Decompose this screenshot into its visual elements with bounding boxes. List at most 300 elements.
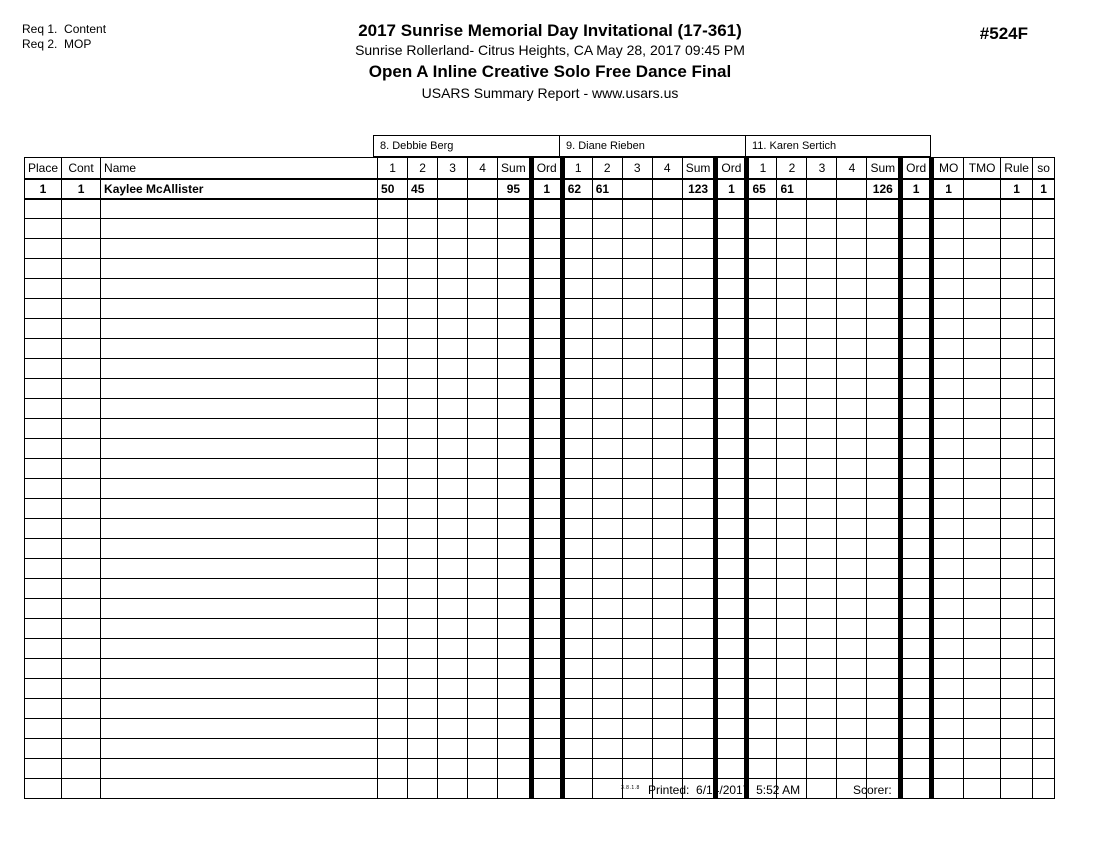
cell-empty xyxy=(807,559,837,579)
cell-empty xyxy=(747,239,777,259)
cell-empty xyxy=(498,439,532,459)
cell-empty xyxy=(622,759,652,779)
requirement-line: Req 1. Content xyxy=(22,22,107,36)
cell-empty xyxy=(964,499,1001,519)
cell-empty xyxy=(1001,659,1033,679)
cell-empty xyxy=(1033,619,1055,639)
cell-empty xyxy=(932,399,964,419)
cell-empty xyxy=(592,619,622,639)
table-row-empty xyxy=(25,499,1055,519)
cell-empty xyxy=(867,439,901,459)
cell-empty xyxy=(1033,739,1055,759)
column-header-so: so xyxy=(1033,158,1055,179)
cell-empty xyxy=(531,359,562,379)
cell-empty xyxy=(498,659,532,679)
cell-empty xyxy=(867,699,901,719)
cell-empty xyxy=(807,679,837,699)
cell-empty xyxy=(747,619,777,639)
cell-empty xyxy=(777,419,807,439)
table-row-empty xyxy=(25,259,1055,279)
cell-empty xyxy=(716,639,747,659)
cell-empty xyxy=(867,659,901,679)
cell-empty xyxy=(964,359,1001,379)
cell-empty xyxy=(498,199,532,219)
table-row xyxy=(25,179,1055,199)
cell-empty xyxy=(901,719,932,739)
column-header-judge3-sum: Sum xyxy=(867,158,901,179)
cell-empty xyxy=(682,199,716,219)
cell-empty xyxy=(592,739,622,759)
cell-empty xyxy=(1033,399,1055,419)
cell-empty xyxy=(468,379,498,399)
cell-empty xyxy=(378,579,408,599)
cell-empty xyxy=(867,499,901,519)
cell-empty xyxy=(1001,699,1033,719)
cell-empty xyxy=(652,419,682,439)
requirement-line: Req 2. MOP xyxy=(22,37,92,51)
table-row-empty xyxy=(25,659,1055,679)
cell-empty xyxy=(1033,679,1055,699)
cell-empty xyxy=(622,579,652,599)
cell-empty xyxy=(777,599,807,619)
cell-empty xyxy=(932,599,964,619)
cell-empty xyxy=(932,379,964,399)
cell-empty xyxy=(837,679,867,699)
cell-empty xyxy=(438,419,468,439)
cell-empty xyxy=(468,519,498,539)
cell-empty xyxy=(652,519,682,539)
cell-empty xyxy=(777,219,807,239)
cell-empty xyxy=(807,399,837,419)
cell-empty xyxy=(378,479,408,499)
cell-empty xyxy=(1001,439,1033,459)
cell-empty xyxy=(622,299,652,319)
cell-empty xyxy=(716,239,747,259)
cell-empty xyxy=(932,499,964,519)
cell-empty xyxy=(531,599,562,619)
cell-empty xyxy=(682,319,716,339)
cell-empty xyxy=(622,499,652,519)
cell-empty xyxy=(562,319,592,339)
cell-empty xyxy=(682,359,716,379)
cell-empty xyxy=(62,759,101,779)
cell-empty xyxy=(468,639,498,659)
cell-empty xyxy=(562,659,592,679)
cell-empty xyxy=(777,199,807,219)
column-header-judge2-score3: 3 xyxy=(622,158,652,179)
cell-empty xyxy=(652,659,682,679)
cell-empty xyxy=(468,419,498,439)
cell-empty xyxy=(25,459,62,479)
cell-empty xyxy=(468,759,498,779)
version-marker: 3.8.1.8 xyxy=(621,785,640,791)
cell-empty xyxy=(1001,279,1033,299)
cell-empty xyxy=(438,199,468,219)
cell-empty xyxy=(408,199,438,219)
cell-empty xyxy=(62,419,101,439)
cell-empty xyxy=(25,379,62,399)
cell-empty xyxy=(964,579,1001,599)
cell-empty xyxy=(438,319,468,339)
table-row-empty xyxy=(25,679,1055,699)
cell-empty xyxy=(62,699,101,719)
cell-empty xyxy=(932,659,964,679)
cell-empty xyxy=(867,619,901,639)
cell-empty xyxy=(62,239,101,259)
cell-empty xyxy=(408,339,438,359)
cell-empty xyxy=(837,699,867,719)
cell-empty xyxy=(777,639,807,659)
cell-empty xyxy=(837,299,867,319)
cell-empty xyxy=(716,279,747,299)
cell-empty xyxy=(807,259,837,279)
cell-empty xyxy=(438,739,468,759)
cell-empty xyxy=(652,239,682,259)
table-row-empty xyxy=(25,239,1055,259)
cell-empty xyxy=(901,619,932,639)
cell-empty xyxy=(408,519,438,539)
cell-empty xyxy=(408,699,438,719)
cell-empty xyxy=(101,279,378,299)
cell-empty xyxy=(592,359,622,379)
cell-empty xyxy=(498,759,532,779)
cell-empty xyxy=(964,599,1001,619)
cell-empty xyxy=(867,299,901,319)
cell-empty xyxy=(867,539,901,559)
cell-judge1-score1: 50 xyxy=(378,179,408,199)
cell-empty xyxy=(62,719,101,739)
cell-empty xyxy=(562,699,592,719)
cell-empty xyxy=(408,639,438,659)
cell-empty xyxy=(101,499,378,519)
cell-empty xyxy=(777,539,807,559)
cell-empty xyxy=(498,299,532,319)
cell-empty xyxy=(716,199,747,219)
cell-empty xyxy=(716,439,747,459)
cell-empty xyxy=(747,419,777,439)
cell-empty xyxy=(716,719,747,739)
column-header-rule: Rule xyxy=(1001,158,1033,179)
cell-empty xyxy=(562,739,592,759)
cell-empty xyxy=(531,319,562,339)
cell-empty xyxy=(837,399,867,419)
column-header-judge1-score1: 1 xyxy=(378,158,408,179)
cell-empty xyxy=(837,479,867,499)
report-footer xyxy=(0,783,1100,803)
cell-empty xyxy=(747,579,777,599)
cell-empty xyxy=(652,679,682,699)
cell-empty xyxy=(468,559,498,579)
cell-empty xyxy=(622,699,652,719)
cell-empty xyxy=(562,759,592,779)
cell-empty xyxy=(498,679,532,699)
cell-empty xyxy=(101,299,378,319)
cell-empty xyxy=(1001,339,1033,359)
cell-judge2-score4 xyxy=(652,179,682,199)
column-header-judge3-score1: 1 xyxy=(747,158,777,179)
cell-empty xyxy=(438,719,468,739)
cell-empty xyxy=(531,479,562,499)
cell-empty xyxy=(592,579,622,599)
cell-empty xyxy=(1033,259,1055,279)
cell-empty xyxy=(682,279,716,299)
cell-empty xyxy=(932,719,964,739)
table-row-empty xyxy=(25,379,1055,399)
cell-empty xyxy=(901,539,932,559)
cell-empty xyxy=(562,259,592,279)
cell-empty xyxy=(25,499,62,519)
scorer-label: Scorer: xyxy=(853,783,892,797)
cell-empty xyxy=(1033,659,1055,679)
cell-empty xyxy=(964,419,1001,439)
cell-empty xyxy=(716,759,747,779)
cell-empty xyxy=(837,739,867,759)
cell-empty xyxy=(101,419,378,439)
cell-empty xyxy=(932,439,964,459)
cell-empty xyxy=(438,359,468,379)
cell-empty xyxy=(408,439,438,459)
cell-empty xyxy=(901,759,932,779)
column-header-judge2-ord: Ord xyxy=(716,158,747,179)
cell-empty xyxy=(1033,699,1055,719)
cell-empty xyxy=(468,399,498,419)
cell-empty xyxy=(807,239,837,259)
cell-empty xyxy=(408,359,438,379)
cell-empty xyxy=(777,239,807,259)
cell-empty xyxy=(964,259,1001,279)
cell-empty xyxy=(1001,559,1033,579)
cell-empty xyxy=(378,399,408,419)
cell-empty xyxy=(468,259,498,279)
cell-empty xyxy=(562,339,592,359)
cell-empty xyxy=(652,459,682,479)
cell-empty xyxy=(592,699,622,719)
cell-empty xyxy=(867,259,901,279)
cell-empty xyxy=(592,219,622,239)
cell-empty xyxy=(1001,419,1033,439)
cell-empty xyxy=(562,379,592,399)
cell-empty xyxy=(837,419,867,439)
cell-judge3-score1: 65 xyxy=(747,179,777,199)
cell-empty xyxy=(62,359,101,379)
cell-empty xyxy=(622,219,652,239)
cell-empty xyxy=(682,219,716,239)
cell-empty xyxy=(62,219,101,239)
column-header-name: Name xyxy=(101,158,378,179)
cell-empty xyxy=(408,379,438,399)
cell-empty xyxy=(25,419,62,439)
cell-empty xyxy=(562,539,592,559)
cell-empty xyxy=(652,699,682,719)
cell-empty xyxy=(807,459,837,479)
cell-empty xyxy=(62,599,101,619)
cell-empty xyxy=(682,479,716,499)
cell-empty xyxy=(777,719,807,739)
cell-empty xyxy=(531,739,562,759)
cell-empty xyxy=(62,439,101,459)
cell-empty xyxy=(932,199,964,219)
cell-empty xyxy=(498,339,532,359)
table-row-empty xyxy=(25,539,1055,559)
cell-judge2-score3 xyxy=(622,179,652,199)
cell-empty xyxy=(682,719,716,739)
cell-empty xyxy=(716,219,747,239)
cell-empty xyxy=(408,579,438,599)
cell-empty xyxy=(1033,339,1055,359)
cell-empty xyxy=(1033,599,1055,619)
cell-empty xyxy=(716,259,747,279)
cell-empty xyxy=(438,219,468,239)
cell-empty xyxy=(1033,639,1055,659)
cell-empty xyxy=(932,459,964,479)
cell-empty xyxy=(747,359,777,379)
cell-empty xyxy=(531,759,562,779)
cell-empty xyxy=(932,239,964,259)
cell-empty xyxy=(652,379,682,399)
cell-empty xyxy=(25,299,62,319)
cell-empty xyxy=(408,679,438,699)
cell-empty xyxy=(622,739,652,759)
cell-empty xyxy=(62,399,101,419)
cell-empty xyxy=(682,679,716,699)
cell-empty xyxy=(438,519,468,539)
cell-empty xyxy=(777,739,807,759)
cell-empty xyxy=(716,539,747,559)
cell-empty xyxy=(378,299,408,319)
cell-empty xyxy=(531,399,562,419)
cell-empty xyxy=(378,439,408,459)
cell-empty xyxy=(498,579,532,599)
cell-empty xyxy=(438,259,468,279)
cell-empty xyxy=(378,219,408,239)
cell-empty xyxy=(682,459,716,479)
cell-empty xyxy=(964,699,1001,719)
cell-empty xyxy=(101,219,378,239)
cell-empty xyxy=(837,599,867,619)
cell-empty xyxy=(964,559,1001,579)
cell-empty xyxy=(747,539,777,559)
table-row-empty xyxy=(25,339,1055,359)
column-header-tmo: TMO xyxy=(964,158,1001,179)
cell-empty xyxy=(901,299,932,319)
cell-empty xyxy=(652,719,682,739)
cell-empty xyxy=(438,559,468,579)
cell-empty xyxy=(531,439,562,459)
cell-name: Kaylee McAllister xyxy=(101,179,378,199)
cell-empty xyxy=(932,479,964,499)
cell-empty xyxy=(562,279,592,299)
cell-empty xyxy=(562,639,592,659)
cell-empty xyxy=(438,379,468,399)
cell-empty xyxy=(777,519,807,539)
cell-empty xyxy=(682,419,716,439)
cell-empty xyxy=(438,299,468,319)
cell-empty xyxy=(378,639,408,659)
cell-empty xyxy=(867,739,901,759)
cell-empty xyxy=(622,319,652,339)
cell-empty xyxy=(867,479,901,499)
cell-empty xyxy=(468,499,498,519)
cell-empty xyxy=(531,259,562,279)
cell-empty xyxy=(438,279,468,299)
cell-empty xyxy=(622,379,652,399)
cell-empty xyxy=(62,259,101,279)
cell-empty xyxy=(498,739,532,759)
cell-empty xyxy=(438,399,468,419)
cell-empty xyxy=(747,279,777,299)
cell-empty xyxy=(1033,479,1055,499)
cell-empty xyxy=(468,479,498,499)
cell-empty xyxy=(652,559,682,579)
cell-empty xyxy=(622,599,652,619)
cell-empty xyxy=(468,239,498,259)
cell-empty xyxy=(932,699,964,719)
judge-header-3: 11. Karen Sertich xyxy=(745,135,931,157)
cell-empty xyxy=(1001,359,1033,379)
cell-empty xyxy=(837,359,867,379)
cell-empty xyxy=(837,559,867,579)
cell-empty xyxy=(378,559,408,579)
cell-empty xyxy=(498,599,532,619)
cell-empty xyxy=(378,459,408,479)
cell-empty xyxy=(408,419,438,439)
column-header-judge2-sum: Sum xyxy=(682,158,716,179)
cell-empty xyxy=(964,759,1001,779)
cell-empty xyxy=(1001,379,1033,399)
cell-judge3-ord: 1 xyxy=(901,179,932,199)
cell-empty xyxy=(652,539,682,559)
cell-empty xyxy=(62,499,101,519)
cell-empty xyxy=(932,279,964,299)
cell-empty xyxy=(378,759,408,779)
cell-empty xyxy=(101,519,378,539)
cell-empty xyxy=(62,339,101,359)
cell-empty xyxy=(901,639,932,659)
cell-empty xyxy=(62,519,101,539)
cell-empty xyxy=(1001,739,1033,759)
cell-empty xyxy=(408,399,438,419)
cell-empty xyxy=(682,499,716,519)
cell-empty xyxy=(1033,239,1055,259)
cell-empty xyxy=(531,539,562,559)
cell-empty xyxy=(1001,679,1033,699)
cell-empty xyxy=(716,579,747,599)
cell-empty xyxy=(25,279,62,299)
cell-empty xyxy=(498,619,532,639)
cell-empty xyxy=(622,659,652,679)
cell-empty xyxy=(498,319,532,339)
cell-empty xyxy=(932,579,964,599)
cell-empty xyxy=(777,679,807,699)
cell-empty xyxy=(592,659,622,679)
cell-empty xyxy=(901,599,932,619)
cell-empty xyxy=(498,719,532,739)
cell-judge3-score2: 61 xyxy=(777,179,807,199)
cell-empty xyxy=(592,759,622,779)
cell-empty xyxy=(682,379,716,399)
table-row-empty xyxy=(25,279,1055,299)
cell-empty xyxy=(622,339,652,359)
cell-empty xyxy=(408,559,438,579)
cell-empty xyxy=(62,379,101,399)
cell-empty xyxy=(438,579,468,599)
cell-empty xyxy=(747,299,777,319)
cell-empty xyxy=(1033,759,1055,779)
table-row-empty xyxy=(25,199,1055,219)
table-row-empty xyxy=(25,219,1055,239)
cell-empty xyxy=(777,479,807,499)
cell-empty xyxy=(901,439,932,459)
